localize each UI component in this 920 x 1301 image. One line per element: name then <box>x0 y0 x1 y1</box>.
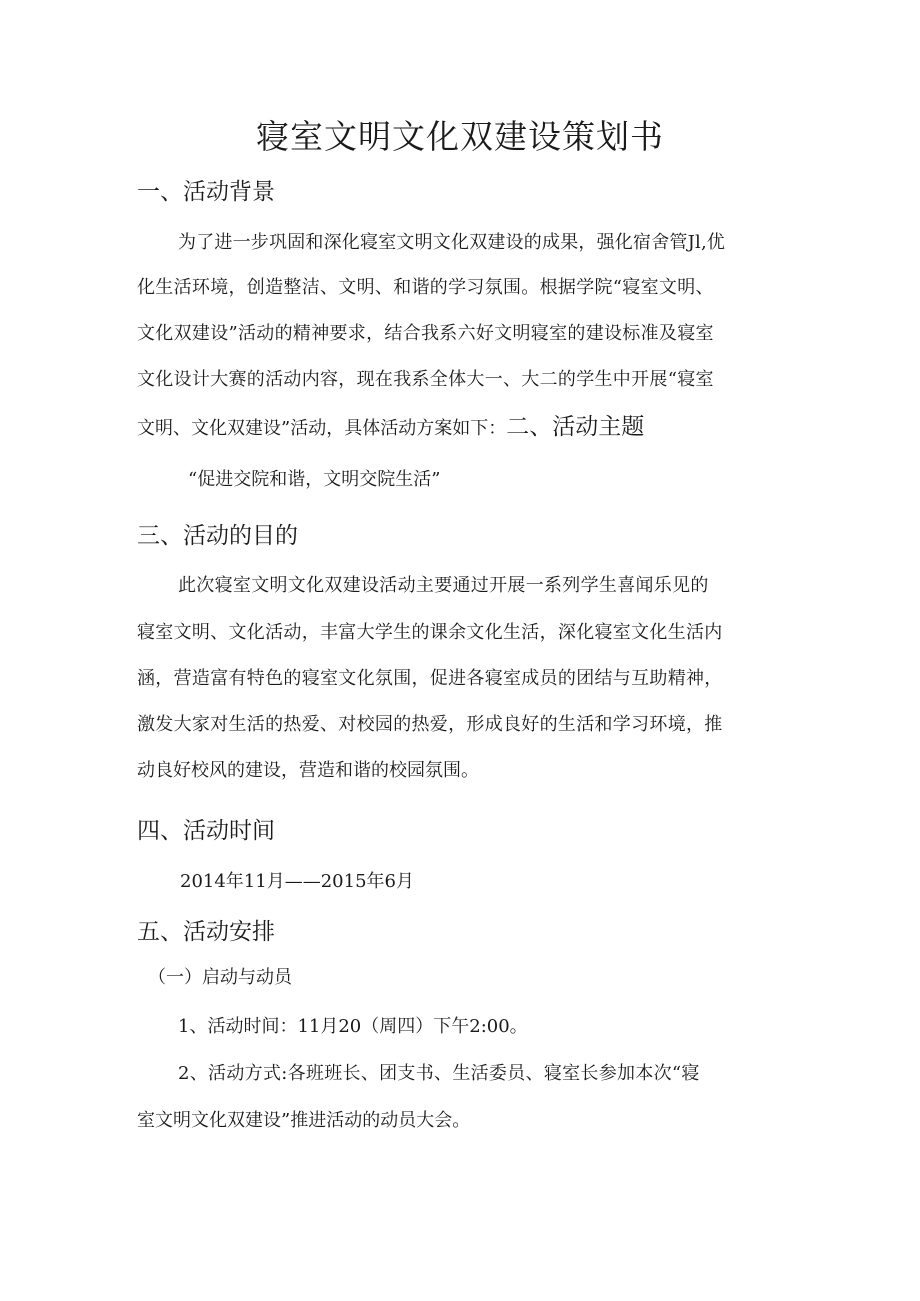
subsection-heading: （一）启动与动员 <box>148 967 292 988</box>
section-heading-background: 一、活动背景 <box>137 179 275 205</box>
activity-time-range: 2014年11月——2015年6月 <box>180 871 414 892</box>
section-heading-purpose: 三、活动的目的 <box>137 523 298 549</box>
arrangement-item: 1、活动时间：11月20（周四）下午2:00。 <box>178 1016 528 1037</box>
paragraph-line: 涵，营造富有特色的寝室文化氛围，促进各寝室成员的团结与互助精神， <box>137 668 723 689</box>
paragraph-line: 激发大家对生活的热爱、对校园的热爱，形成良好的生活和学习环境，推 <box>137 714 723 735</box>
paragraph-line: 寝室文明、文化活动，丰富大学生的课余文化生活，深化寝室文化生活内 <box>137 622 723 643</box>
paragraph-line: 文明、文化双建设”活动，具体活动方案如下： <box>137 418 507 439</box>
arrangement-item: 室文明文化双建设”推进活动的动员大会。 <box>137 1110 471 1131</box>
document-title: 寝室文明文化双建设策划书 <box>256 117 664 156</box>
section-heading-time: 四、活动时间 <box>137 818 275 844</box>
section-heading-arrangement: 五、活动安排 <box>137 919 275 945</box>
paragraph-line: 文化双建设”活动的精神要求，结合我系六好文明寝室的建设标准及寝室 <box>137 323 714 344</box>
theme-slogan: “促进交院和谐，文明交院生活” <box>188 469 441 490</box>
paragraph-line: 此次寝室文明文化双建设活动主要通过开展一系列学生喜闻乐见的 <box>178 575 709 596</box>
paragraph-line-with-heading <box>137 413 787 443</box>
paragraph-line: 动良好校风的建设，营造和谐的校园氛围。 <box>137 760 479 781</box>
paragraph-line: 化生活环境，创造整洁、文明、和谐的学习氛围。根据学院“寝室文明、 <box>137 277 714 298</box>
paragraph-line: 为了进一步巩固和深化寝室文明文化双建设的成果，强化宿舍管Jl,优 <box>178 232 726 253</box>
section-heading-theme: 二、活动主题 <box>506 414 645 440</box>
paragraph-line: 文化设计大赛的活动内容，现在我系全体大一、大二的学生中开展“寝室 <box>137 369 714 390</box>
arrangement-item: 2、活动方式:各班班长、团支书、生活委员、寝室长参加本次“寝 <box>178 1063 700 1084</box>
